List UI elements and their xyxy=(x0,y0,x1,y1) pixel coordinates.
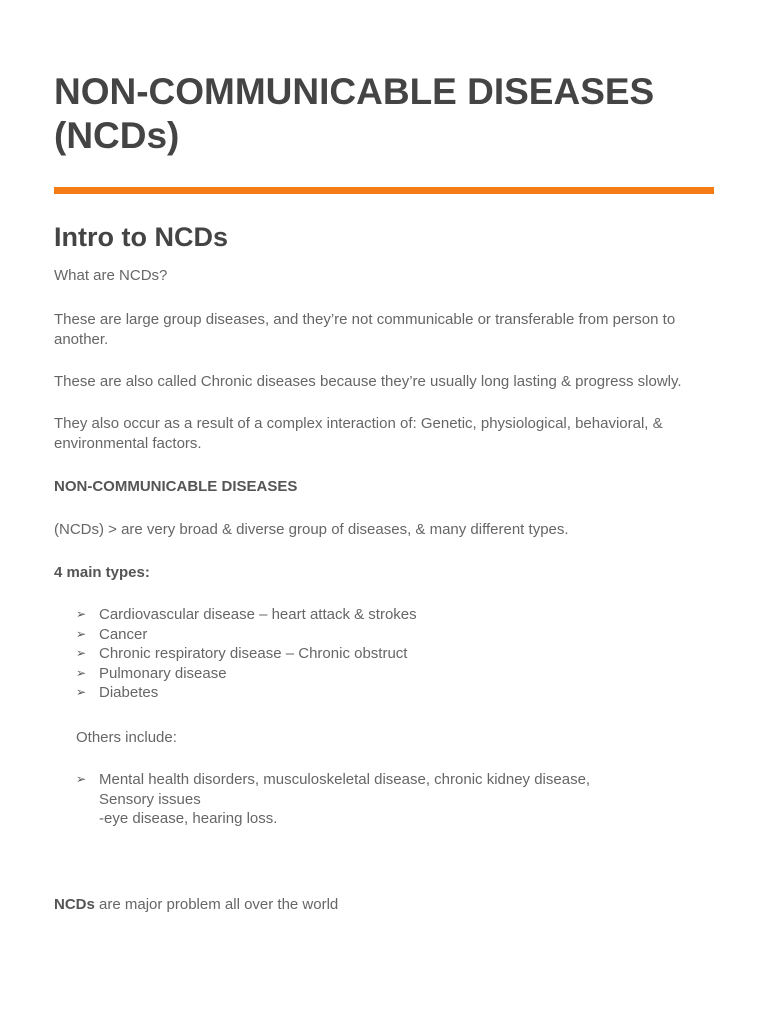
arrowhead-bullet-icon: ➢ xyxy=(76,685,87,699)
arrowhead-bullet-icon: ➢ xyxy=(76,607,87,621)
title-line-2: (NCDs) xyxy=(54,115,180,156)
list-item xyxy=(76,683,716,703)
list-item xyxy=(76,605,716,625)
types-list xyxy=(76,605,716,703)
list-item-text: Diabetes xyxy=(99,684,159,701)
list-item-text-continued: Sensory issues xyxy=(99,790,201,808)
closing-text: are major problem all over the world xyxy=(94,896,339,913)
types-label: 4 main types: xyxy=(54,564,150,581)
title-divider xyxy=(54,187,714,194)
list-item xyxy=(76,644,716,664)
paragraph-overview: (NCDs) > are very broad & diverse group of diseases, & many different types. xyxy=(54,521,569,538)
arrowhead-bullet-icon: ➢ xyxy=(76,626,87,641)
paragraph-causes: They also occur as a result of a complex interaction of: Genetic, physiological, behavioral, & environmental factors. xyxy=(54,415,663,452)
list-item-text: Cancer xyxy=(99,625,148,643)
page-title xyxy=(54,70,714,158)
list-item-text: Cardiovascular disease – heart attack & strokes xyxy=(99,606,417,623)
others-list xyxy=(76,770,716,829)
others-label: Others include: xyxy=(76,729,177,746)
list-item-text: Pulmonary disease xyxy=(99,664,227,682)
arrowhead-bullet-icon: ➢ xyxy=(76,772,87,786)
closing-bold-term: NCDs xyxy=(54,896,95,913)
arrowhead-bullet-icon: ➢ xyxy=(76,646,87,660)
question-text: What are NCDs? xyxy=(54,267,168,284)
list-item-text-continued: -eye disease, hearing loss. xyxy=(99,810,278,827)
section-heading: Intro to NCDs xyxy=(54,222,228,252)
list-item-text: Chronic respiratory disease – Chronic obstruct xyxy=(99,645,408,662)
subheading: NON-COMMUNICABLE DISEASES xyxy=(54,478,298,495)
list-item-text: Mental health disorders, musculoskeletal disease, chronic kidney disease, xyxy=(99,771,591,788)
closing-statement xyxy=(54,895,714,915)
list-item xyxy=(76,664,716,684)
paragraph-chronic: These are also called Chronic diseases because they’re usually long lasting & progress slowly. xyxy=(54,373,682,390)
list-item xyxy=(76,770,716,829)
arrowhead-bullet-icon: ➢ xyxy=(76,665,87,680)
paragraph-definition: These are large group diseases, and they’re not communicable or transferable from person to another. xyxy=(54,311,676,348)
title-line-1: NON-COMMUNICABLE DISEASES xyxy=(54,71,655,112)
list-item xyxy=(76,625,716,645)
